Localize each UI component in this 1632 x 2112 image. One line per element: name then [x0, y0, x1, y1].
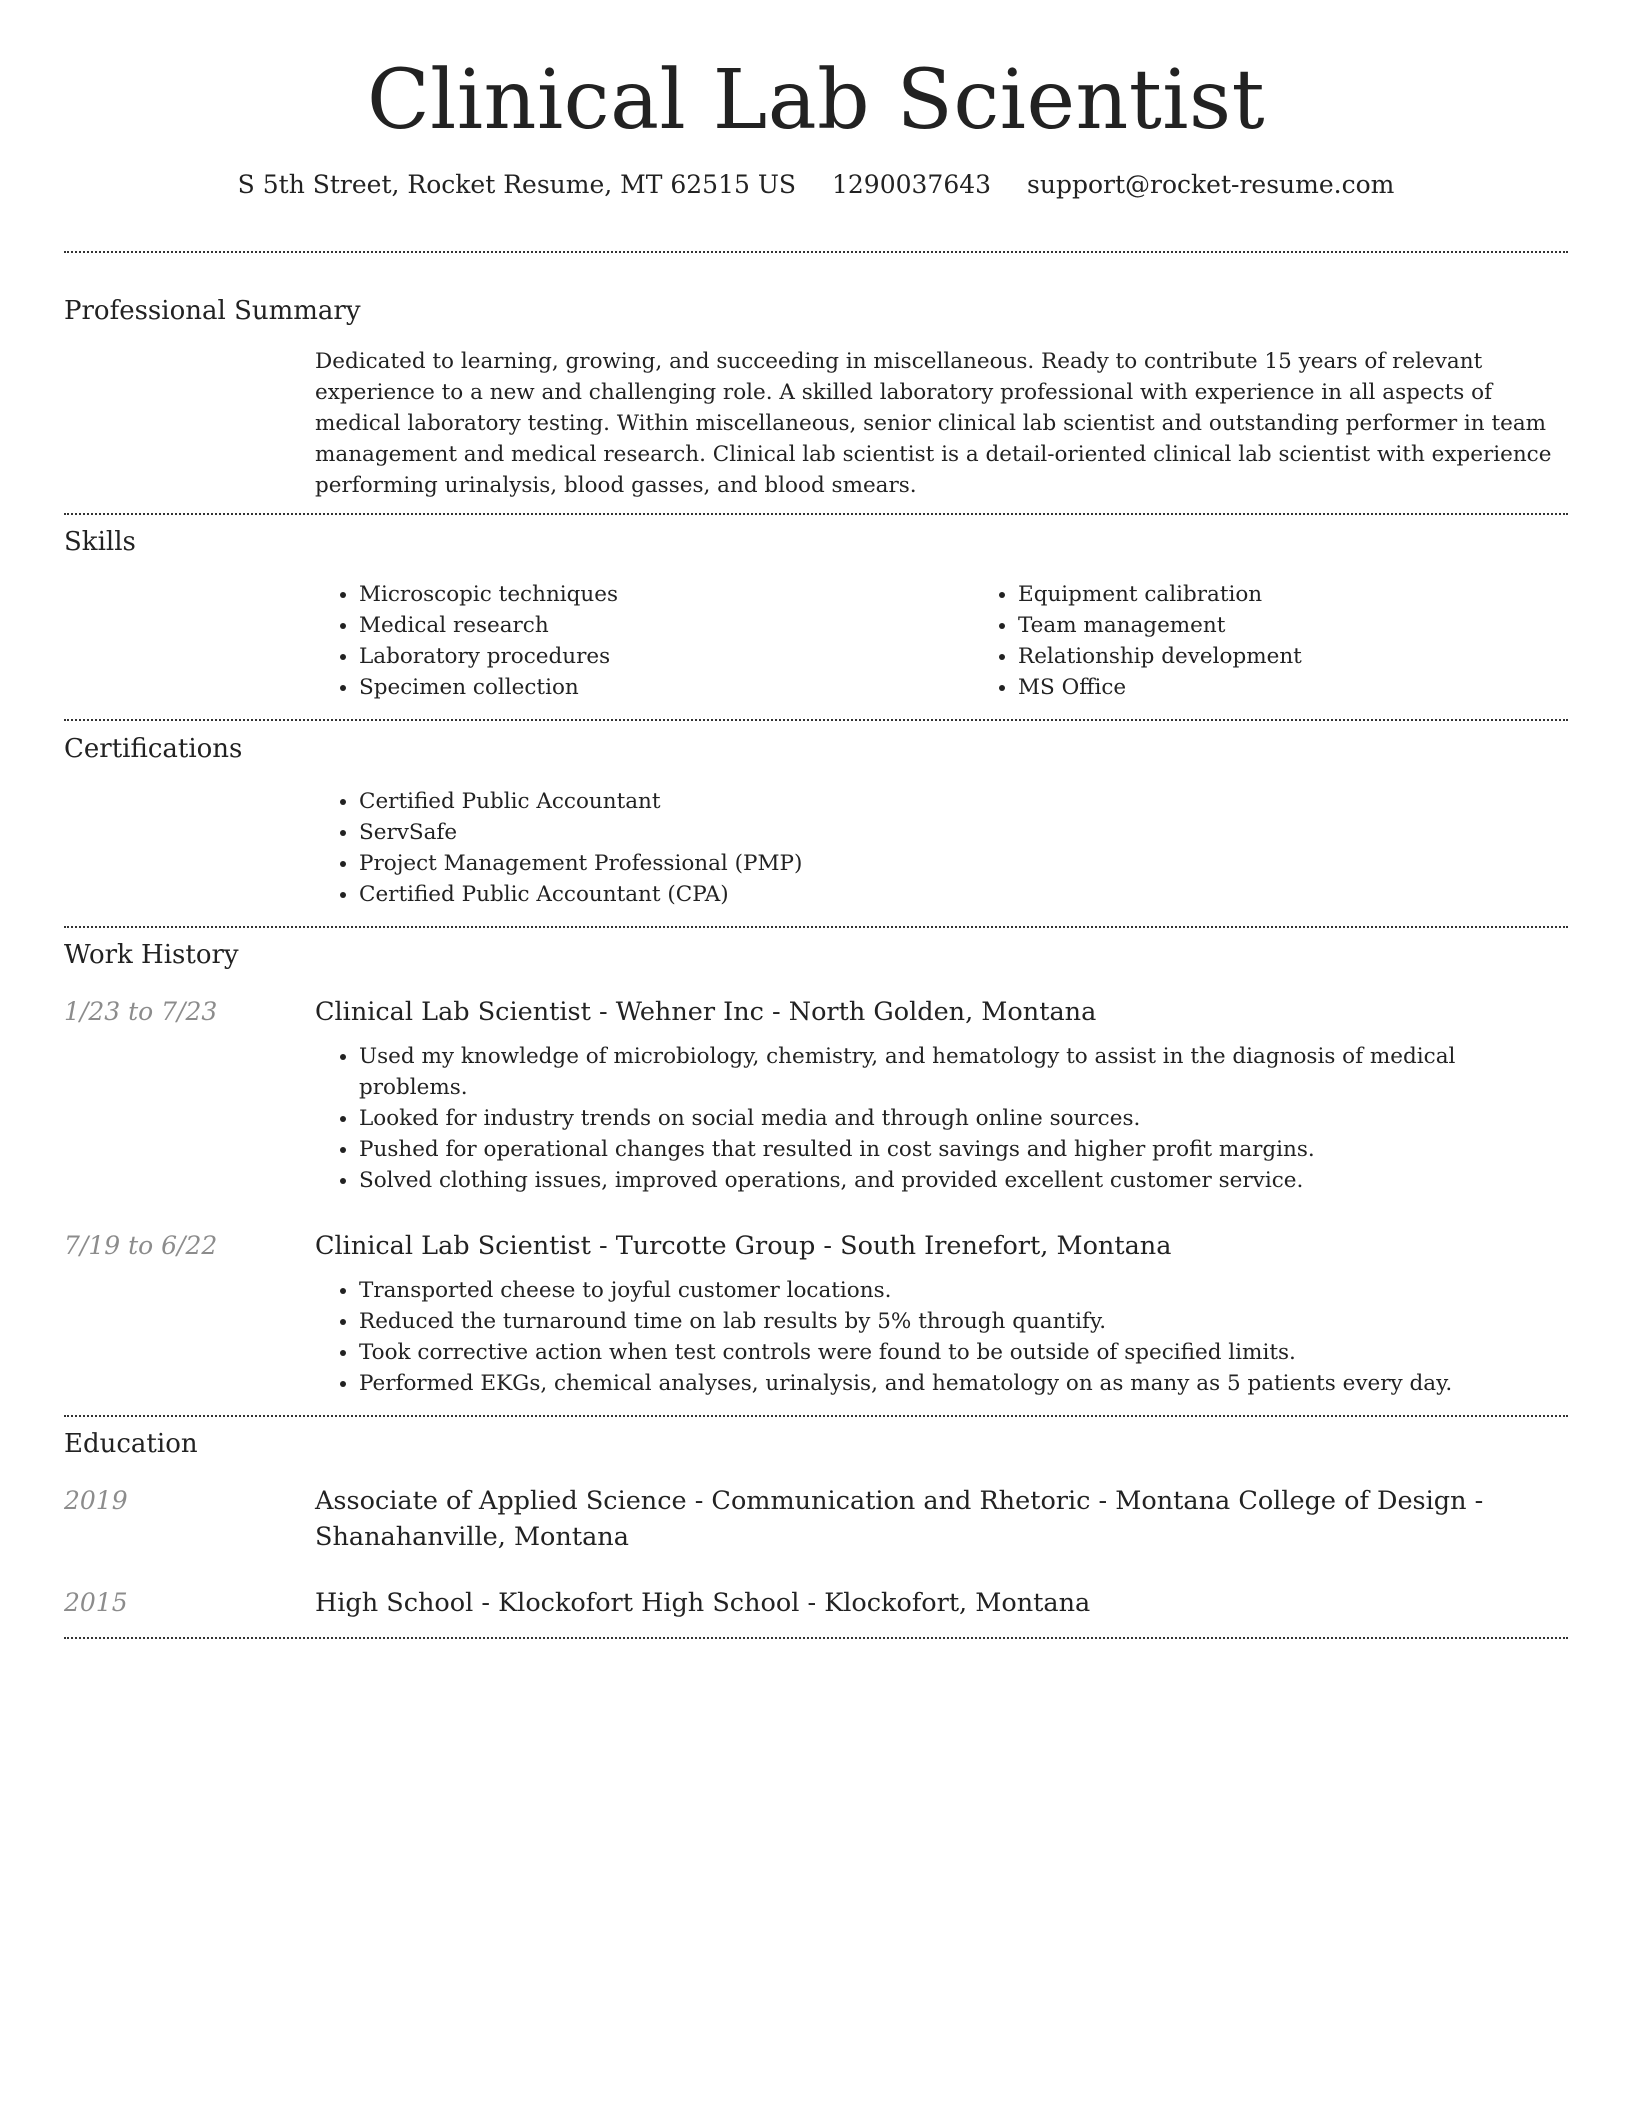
education-title: Education	[64, 1429, 198, 1459]
work-bullet: • Took corrective action when test controls were found to be outside of specified limits.	[359, 1337, 1568, 1368]
divider	[64, 719, 1568, 721]
skill-item: • Medical research	[359, 610, 974, 641]
certification-item: • Certified Public Accountant (CPA)	[359, 879, 1568, 910]
skill-item: • Team management	[1018, 610, 1632, 641]
work-title: Work History	[64, 940, 239, 970]
divider	[64, 251, 1568, 253]
work-date: 7/19 to 6/22	[64, 1231, 218, 1260]
work-date: 1/23 to 7/23	[64, 997, 218, 1026]
work-bullet: • Looked for industry trends on social media and through online sources.	[359, 1103, 1568, 1134]
work-bullet: • Performed EKGs, chemical analyses, urinalysis, and hematology on as many as 5 patients every day.	[359, 1368, 1568, 1399]
contact-line	[64, 168, 1568, 202]
skills-section	[64, 525, 1568, 703]
skill-item: • Equipment calibration	[1018, 579, 1632, 610]
education-section	[64, 1427, 1568, 1621]
resume-name: Clinical Lab Scientist	[366, 53, 1266, 148]
summary-title: Professional Summary	[64, 296, 361, 326]
skill-item: • Microscopic techniques	[359, 579, 974, 610]
divider	[64, 513, 1568, 515]
summary-text: Dedicated to learning, growing, and succeeding in miscellaneous. Ready to contribute 15 years of relevant experience to a new and challenging role. A skilled laboratory professional with experience in all aspects of medical laboratory testing. Within miscellaneous, senior clinical lab scientist and outstanding performer in team management and medical research. Clinical lab scientist is a detail-oriented clinical lab scientist with experience performing urinalysis, blood gasses, and blood smears.	[315, 349, 1552, 498]
certification-item: • Project Management Professional (PMP)	[359, 848, 1568, 879]
contact-address: S 5th Street, Rocket Resume, MT 62515 US	[237, 170, 797, 199]
education-details	[315, 1483, 1568, 1555]
work-bullets	[315, 1275, 1568, 1399]
work-bullet: • Transported cheese to joyful customer locations.	[359, 1275, 1568, 1306]
work-heading: Clinical Lab Scientist - Turcotte Group - South Irenefort, Montana	[315, 1231, 1172, 1261]
work-heading: Clinical Lab Scientist - Wehner Inc - North Golden, Montana	[315, 997, 1097, 1027]
work-bullet: • Pushed for operational changes that resulted in cost savings and higher profit margins.	[359, 1134, 1568, 1165]
certifications-list	[315, 786, 1568, 910]
divider	[64, 1637, 1568, 1639]
skills-title: Skills	[64, 527, 136, 557]
work-bullet: • Reduced the turnaround time on lab results by 5% through quantify.	[359, 1306, 1568, 1337]
work-details	[315, 1228, 1568, 1399]
skill-item: • Specimen collection	[359, 672, 974, 703]
certification-item: • ServSafe	[359, 817, 1568, 848]
education-date: 2015	[64, 1588, 128, 1617]
summary-section	[64, 294, 1568, 501]
certifications-section	[64, 732, 1568, 910]
certifications-body	[315, 786, 1568, 910]
divider	[64, 926, 1568, 928]
skills-list-right	[974, 579, 1632, 703]
education-heading: High School - Klockofort High School - Klockofort, Montana	[315, 1588, 1091, 1618]
work-bullets	[315, 1041, 1568, 1196]
work-bullet: • Solved clothing issues, improved operations, and provided excellent customer service.	[359, 1165, 1568, 1196]
skills-list-left	[315, 579, 974, 703]
skills-columns	[315, 579, 1568, 703]
education-entry	[64, 1585, 1568, 1621]
certifications-title: Certifications	[64, 734, 243, 764]
resume-page	[64, 0, 1568, 1639]
skill-item: • MS Office	[1018, 672, 1632, 703]
skill-item: • Laboratory procedures	[359, 641, 974, 672]
work-bullet: • Used my knowledge of microbiology, chemistry, and hematology to assist in the diagnosis of medical problems.	[359, 1041, 1568, 1103]
education-date: 2019	[64, 1486, 128, 1515]
contact-email: support@rocket-resume.com	[1027, 170, 1395, 199]
work-details	[315, 994, 1568, 1196]
work-entry	[64, 994, 1568, 1196]
certification-item: • Certified Public Accountant	[359, 786, 1568, 817]
education-entry	[64, 1483, 1568, 1555]
skill-item: • Relationship development	[1018, 641, 1632, 672]
work-section	[64, 938, 1568, 1399]
divider	[64, 1415, 1568, 1417]
contact-phone: 1290037643	[832, 170, 992, 199]
education-heading: Associate of Applied Science - Communication and Rhetoric - Montana College of Design - Shanahanville, Montana	[315, 1486, 1484, 1552]
education-details	[315, 1585, 1568, 1621]
work-entry	[64, 1228, 1568, 1399]
